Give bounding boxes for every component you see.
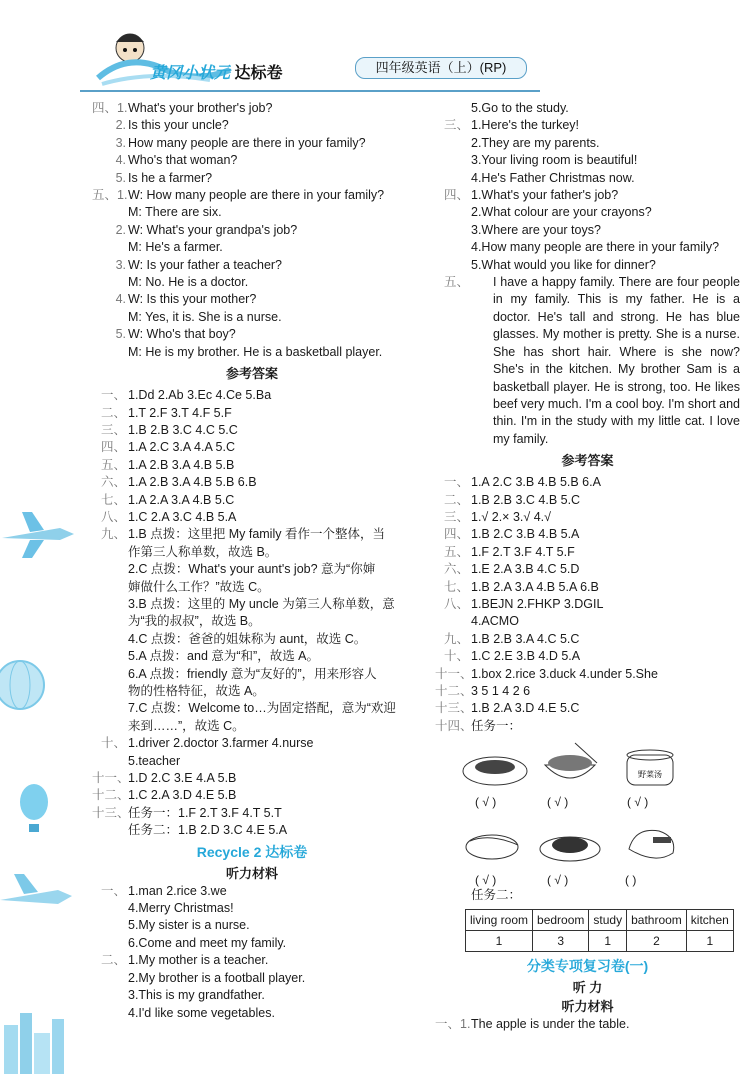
item-text: M: He's a farmer. [128, 240, 223, 255]
item-text: M: He is my brother. He is a basketball player. [128, 344, 383, 359]
item-number: 五、1. [92, 188, 128, 203]
list-item [92, 457, 412, 474]
item-number [435, 204, 471, 221]
item-number: 五、 [100, 457, 126, 472]
list-item [435, 509, 740, 526]
item-number: 2. [115, 222, 126, 237]
list-item [92, 309, 412, 326]
answers-title-right: 参考答案 [561, 453, 614, 469]
list-item [92, 170, 412, 187]
item-text: 1.B 2.A 3.A 4.B 5.A 6.B [471, 579, 599, 594]
item-number: 九、 [443, 631, 469, 646]
listening-script-left [92, 100, 412, 361]
list-item [435, 204, 740, 221]
item-text: 1.man 2.rice 3.we [128, 883, 227, 898]
list-item [92, 970, 412, 987]
room-header-cell: bathroom [627, 909, 687, 930]
list-item [92, 439, 412, 456]
list-item [92, 700, 412, 717]
item-number [92, 596, 128, 613]
left-column [92, 100, 412, 1022]
item-number: 四、1. [92, 101, 128, 115]
answers-title-left: 参考答案 [225, 366, 278, 382]
item-number: 七、 [443, 579, 469, 594]
item-text: 1.A 2.C 3.B 4.B 5.B 6.A [471, 475, 601, 490]
list-item [92, 883, 412, 900]
listening-script-right [435, 100, 740, 274]
task1-tick-3: ( √ ) [627, 795, 649, 810]
item-number [92, 631, 128, 648]
item-number: 六、 [443, 562, 469, 577]
rooms-table [465, 909, 734, 952]
list-item [92, 344, 412, 361]
list-item [92, 666, 412, 683]
fish-plate-icon [460, 741, 530, 791]
item-number [435, 135, 471, 152]
soup-pot-icon [615, 741, 685, 791]
item-text: 1.What's your father's job? [471, 188, 619, 203]
item-text: 3.Where are your toys? [471, 222, 601, 237]
list-item [435, 648, 740, 665]
item-number [92, 666, 128, 683]
item-text: 1.box 2.rice 3.duck 4.under 5.She [471, 666, 658, 681]
item-number [92, 239, 128, 256]
rooms-header-row [466, 909, 734, 930]
item-text: 6.Come and meet my family. [128, 935, 287, 950]
list-item [435, 631, 740, 648]
item-text: 1.A 2.A 3.A 4.B 5.C [128, 492, 235, 507]
list-item [435, 683, 740, 700]
list-item [92, 291, 412, 308]
item-number: 4. [115, 153, 126, 168]
list-item [92, 526, 412, 543]
item-number: 九、 [100, 527, 126, 542]
item-text: 任务一：1.F 2.T 3.F 4.T 5.T [128, 805, 282, 820]
list-item [92, 509, 412, 526]
grade-tab: 四年级英语（上）(RP) [355, 57, 527, 79]
passage-text: I have a happy family. There are four people in my family. This is my father. He is a doctor. He's tall and strong. He has blue glasses. My mother is pretty. She is a nurse. She has short hair. Where is she now? She's in the kitchen. My brother Sam is a basketball player. He is strong, too. He likes beef very much. I'm a cool boy. I'm short and thin. I'm in the study with my little cat. I love my family. [493, 275, 741, 446]
list-item [92, 987, 412, 1004]
item-text: 5.teacher [128, 753, 181, 768]
item-text: 1.E 2.A 3.B 4.C 5.D [471, 562, 580, 577]
item-number [92, 753, 128, 770]
item-text: 1.B 2.B 3.A 4.C 5.C [471, 631, 580, 646]
item-text: 4.ACMO [471, 614, 519, 629]
brand-name: 黄冈小状元 [150, 65, 231, 82]
list-item [435, 135, 740, 152]
answers-left [92, 387, 412, 840]
item-text: 1.B 2.B 3.C 4.B 5.C [471, 492, 581, 507]
item-number [435, 100, 471, 117]
item-number: 2. [115, 118, 126, 133]
list-item [92, 492, 412, 509]
item-text: M: No. He is a doctor. [128, 275, 249, 290]
item-number: 六、 [100, 475, 126, 490]
item-number: 一、 [100, 388, 126, 403]
list-item [92, 648, 412, 665]
item-number [435, 222, 471, 239]
item-number [92, 544, 128, 561]
item-number: 五、 [443, 544, 469, 559]
item-text: 5.A 点拨：and 意为“和”，故选 A。 [128, 649, 320, 664]
item-text: 为“我的叔叔”，故选 B。 [128, 614, 261, 629]
item-text: 1.C 2.E 3.B 4.D 5.A [471, 649, 581, 664]
list-item [92, 326, 412, 343]
brand-label: 达标卷 [234, 65, 283, 82]
list-item [92, 613, 412, 630]
task1-tick-4: ( √ ) [475, 873, 497, 888]
list-item [92, 805, 412, 822]
list-item [435, 222, 740, 239]
beef-plate-icon [535, 819, 605, 869]
room-header-cell: bedroom [533, 909, 589, 930]
item-number [92, 1005, 128, 1022]
task1-tick-5: ( √ ) [547, 873, 569, 888]
item-text: W: Is this your mother? [128, 292, 257, 307]
item-number: 5. [115, 327, 126, 342]
room-value-cell: 1 [589, 930, 627, 951]
item-number: 八、 [100, 509, 126, 524]
listening-title: 听 力 [572, 979, 603, 995]
item-text: W: What's your grandpa's job? [128, 222, 298, 237]
list-item [92, 474, 412, 491]
item-text: 3.This is my grandfather. [128, 988, 265, 1003]
list-item [92, 596, 412, 613]
item-number [92, 683, 128, 700]
item-text: 2.My brother is a football player. [128, 970, 306, 985]
item-number [435, 239, 471, 256]
item-text: 1.T 2.F 3.T 4.F 5.F [128, 405, 232, 420]
list-item [435, 152, 740, 169]
list-item [435, 666, 740, 683]
item-text: 作第三人称单数，故选 B。 [128, 544, 278, 559]
list-item [435, 613, 740, 630]
item-text: 婶做什么工作？”故选 C。 [128, 579, 270, 594]
item-number [92, 970, 128, 987]
item-text: 3.B 点拨：这里的 My uncle 为第三人称单数，意 [128, 596, 395, 611]
list-item [435, 544, 740, 561]
brand-title [150, 60, 282, 83]
answers-right [435, 474, 740, 735]
item-text: The apple is under the table. [471, 1016, 630, 1031]
item-text: 1.BEJN 2.FHKP 3.DGIL [471, 596, 604, 611]
room-value-cell: 1 [466, 930, 533, 951]
airplane-icon [0, 500, 80, 570]
item-text: 2.What colour are your crayons? [471, 205, 652, 220]
listening-material-title-2: 听力材料 [561, 998, 614, 1014]
list-item [435, 526, 740, 543]
item-number [92, 204, 128, 221]
item-number [435, 613, 471, 630]
item-text: 2.C 点拨：What's your aunt's job? 意为“你婶 [128, 562, 376, 577]
item-text: W: Who's that boy? [128, 327, 236, 342]
room-value-cell: 2 [627, 930, 687, 951]
item-text: 4.Merry Christmas! [128, 901, 234, 916]
list-item [92, 257, 412, 274]
list-item [92, 1005, 412, 1022]
item-text: 1.B 2.B 3.C 4.C 5.C [128, 422, 238, 437]
rooms-value-row [466, 930, 734, 951]
item-text: 1.A 2.B 3.A 4.B 5.B 6.B [128, 475, 257, 490]
list-item [435, 187, 740, 204]
list-item [92, 822, 412, 839]
list-item [435, 257, 740, 274]
item-text: 4.How many people are there in your family? [471, 240, 720, 255]
item-text: 7.C 点拨：Welcome to…为固定搭配，意为“欢迎 [128, 701, 396, 716]
item-text: 5.My sister is a nurse. [128, 918, 250, 933]
item-text: 1.A 2.C 3.A 4.A 5.C [128, 440, 236, 455]
list-item [92, 952, 412, 969]
list-item [92, 204, 412, 221]
item-text: W: Is your father a teacher? [128, 257, 283, 272]
item-number: 四、 [443, 188, 469, 203]
task1-tick-2: ( √ ) [547, 795, 569, 810]
item-number [92, 718, 128, 735]
room-header-cell: kitchen [686, 909, 733, 930]
list-item [92, 405, 412, 422]
list-item [92, 187, 412, 204]
list-item [435, 596, 740, 613]
item-text: 1.A 2.B 3.A 4.B 5.B [128, 457, 235, 472]
plane-icon [0, 860, 80, 940]
item-number: 一、1. [435, 1016, 471, 1031]
item-text: 1.B 点拨：这里把 My family 看作一个整体，当 [128, 527, 385, 542]
item-number [92, 700, 128, 717]
list-item [435, 170, 740, 187]
item-text: 2.They are my parents. [471, 135, 600, 150]
listening-material-title: 听力材料 [225, 865, 278, 881]
item-number [435, 170, 471, 187]
list-item [92, 100, 412, 117]
list-item [92, 917, 412, 934]
item-number: 一、 [100, 883, 126, 898]
recycle-script [92, 883, 412, 1022]
task1-tick-6: ( ) [625, 873, 637, 888]
item-number [92, 344, 128, 361]
item-number: 十四、 [435, 718, 473, 733]
page-header [0, 0, 750, 95]
item-number: 三、 [100, 422, 126, 437]
item-text: 1.My mother is a teacher. [128, 953, 269, 968]
item-number: 二、 [100, 405, 126, 420]
item-text: 1.√ 2.× 3.√ 4.√ [471, 509, 551, 524]
item-number [92, 935, 128, 952]
item-number [435, 257, 471, 274]
item-text: 1.Dd 2.Ab 3.Ec 4.Ce 5.Ba [128, 388, 272, 403]
item-text: 1.driver 2.doctor 3.farmer 4.nurse [128, 736, 314, 751]
item-text: Is he a farmer? [128, 170, 213, 185]
item-number: 4. [115, 292, 126, 307]
item-number: 二、 [100, 953, 126, 968]
item-number [92, 987, 128, 1004]
room-value-cell: 1 [686, 930, 733, 951]
item-text: 来到……”，故选 C。 [128, 718, 245, 733]
item-text: M: Yes, it is. She is a nurse. [128, 309, 282, 324]
item-number [435, 152, 471, 169]
list-item [92, 770, 412, 787]
right-column [435, 100, 740, 1033]
list-item [435, 1016, 740, 1033]
list-item [435, 239, 740, 256]
list-item [92, 274, 412, 291]
list-item [435, 117, 740, 134]
list-item [92, 117, 412, 134]
list-item [92, 422, 412, 439]
item-number [92, 579, 128, 596]
item-number: 七、 [100, 492, 126, 507]
item-text: 任务二：1.B 2.D 3.C 4.E 5.A [128, 823, 288, 838]
list-item [435, 100, 740, 117]
item-number: 二、 [443, 492, 469, 507]
list-item [435, 492, 740, 509]
list-item [92, 544, 412, 561]
item-text: 4.C 点拨：爸爸的姐妹称为 aunt，故选 C。 [128, 631, 367, 646]
list-item [92, 787, 412, 804]
review-section-title: 分类专项复习卷(一) [526, 957, 649, 974]
list-item [92, 753, 412, 770]
item-number: 5. [115, 170, 126, 185]
item-text: 6.A 点拨：friendly 意为“友好的”，用来形容人 [128, 666, 377, 681]
list-item [435, 700, 740, 717]
fish-icon [460, 819, 530, 869]
recycle-section-title: Recycle 2 达标卷 [196, 843, 308, 860]
item-text: 1.C 2.A 3.D 4.E 5.B [128, 788, 237, 803]
list-item [92, 718, 412, 735]
item-text: 1.B 2.A 3.D 4.E 5.C [471, 701, 580, 716]
item-text: 1.C 2.A 3.C 4.B 5.A [128, 509, 237, 524]
item-text: Is this your uncle? [128, 118, 229, 133]
item-text: 5.What would you like for dinner? [471, 257, 656, 272]
item-number: 十三、 [435, 701, 473, 716]
item-number: 十、 [443, 649, 469, 664]
item-number: 三、 [443, 118, 469, 133]
header-divider [80, 90, 540, 92]
hot-air-balloon-icon [0, 780, 80, 840]
item-number: 十一、 [92, 771, 130, 786]
list-item [435, 718, 740, 735]
item-number: 四、 [443, 527, 469, 542]
list-item [92, 579, 412, 596]
item-number: 3. [115, 135, 126, 150]
item-number [92, 613, 128, 630]
item-text: 5.Go to the study. [471, 101, 569, 115]
item-text: 3.Your living room is beautiful! [471, 153, 638, 168]
list-item [92, 135, 412, 152]
item-text: 任务一： [471, 718, 522, 733]
pot-label: 野菜汤 [638, 770, 662, 780]
list-item [92, 735, 412, 752]
item-text: 4.I'd like some vegetables. [128, 1005, 275, 1020]
item-text: 1.D 2.C 3.E 4.A 5.B [128, 771, 237, 786]
list-item [92, 152, 412, 169]
item-number: 十一、 [435, 666, 473, 681]
task2-label: 任务二： [471, 888, 522, 903]
list-item [92, 561, 412, 578]
list-item [435, 561, 740, 578]
list-item [92, 683, 412, 700]
item-number: 一、 [443, 475, 469, 490]
list-item [92, 239, 412, 256]
passage [435, 274, 740, 448]
room-header-cell: study [589, 909, 627, 930]
list-item [435, 579, 740, 596]
item-number [92, 274, 128, 291]
item-number: 十二、 [435, 684, 473, 698]
item-text: W: How many people are there in your family? [128, 188, 385, 203]
item-number [92, 822, 128, 839]
item-number: 十、 [100, 736, 126, 751]
list-item [92, 935, 412, 952]
item-text: M: There are six. [128, 205, 222, 220]
item-number [92, 309, 128, 326]
list-item [92, 387, 412, 404]
item-text: 4.He's Father Christmas now. [471, 170, 635, 185]
room-header-cell: living room [466, 909, 533, 930]
item-number: 八、 [443, 596, 469, 611]
item-number [92, 648, 128, 665]
bread-icon [615, 819, 685, 869]
item-text: How many people are there in your family? [128, 135, 366, 150]
noodle-bowl-icon [535, 741, 605, 791]
list-item [92, 900, 412, 917]
item-text: 1.F 2.T 3.F 4.T 5.F [471, 544, 575, 559]
list-item [435, 474, 740, 491]
item-number [92, 917, 128, 934]
item-text: 1.B 2.C 3.B 4.B 5.A [471, 527, 580, 542]
task1-tick-1: ( √ ) [475, 795, 497, 810]
item-number [92, 900, 128, 917]
item-text: What's your brother's job? [128, 101, 273, 115]
item-text: 3 5 1 4 2 6 [471, 684, 531, 698]
item-number [92, 561, 128, 578]
item-text: Who's that woman? [128, 153, 238, 168]
task1-pictures [435, 741, 740, 891]
item-text: 1.Here's the turkey! [471, 118, 579, 133]
item-number: 十二、 [92, 788, 130, 803]
item-number: 四、 [100, 440, 126, 455]
city-skyline-icon [0, 1005, 80, 1074]
list-item [92, 631, 412, 648]
list-item [92, 222, 412, 239]
item-number: 3. [115, 257, 126, 272]
passage-number: 五、 [443, 275, 469, 290]
globe-icon [0, 650, 80, 720]
item-number: 十三、 [92, 805, 130, 820]
room-value-cell: 3 [533, 930, 589, 951]
item-number: 三、 [443, 509, 469, 524]
item-text: 物的性格特征，故选 A。 [128, 684, 265, 698]
